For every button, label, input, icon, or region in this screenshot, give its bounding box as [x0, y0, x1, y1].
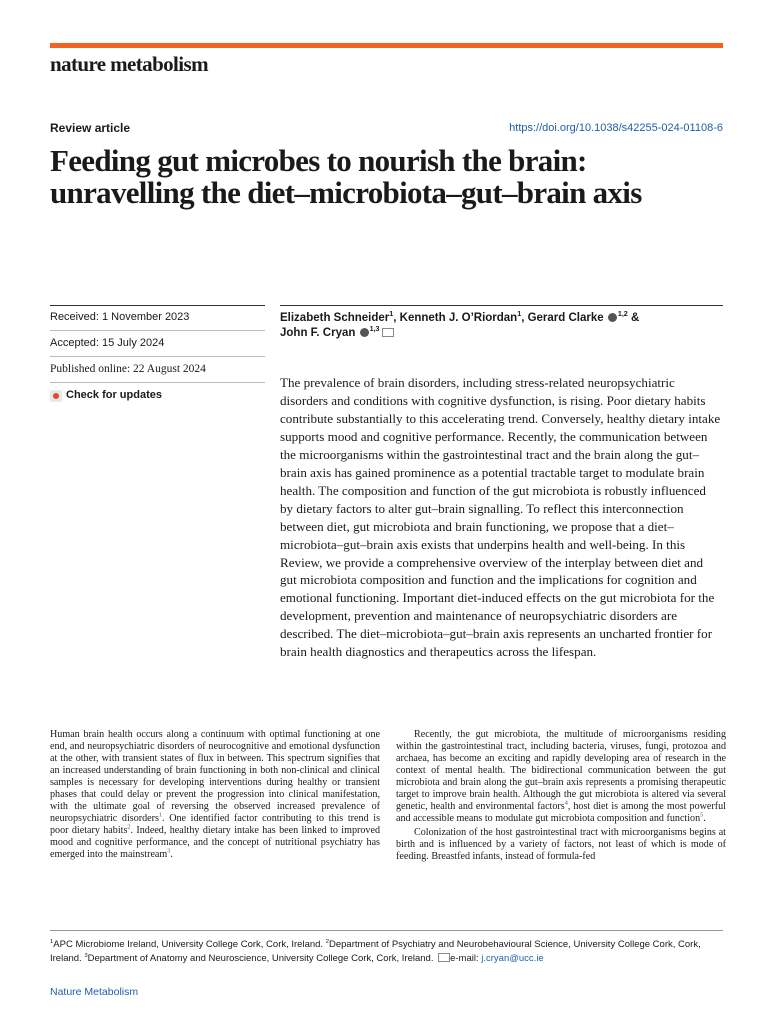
mail-icon: [438, 953, 450, 962]
body-column-right: [396, 729, 726, 863]
author-separator: &: [627, 312, 640, 324]
mail-icon[interactable]: [382, 328, 394, 337]
author-separator: ,: [521, 312, 528, 324]
header-accent-bar: [50, 43, 723, 48]
body-paragraph: Human brain health occurs along a continuum with optimal functioning at one end, and neuropsychiatric disorders of neurocognitive and emotional dysfunction at the other, with transient states of flux in between. This spectrum signifies that an increased understanding of brain functioning in both non-clinical and clinical samples is necessary for developing interventions during healthy or transient phases that could delay or prevent the progression into clinical manifestation, with the ultimate goal of reversing the observed increased prevalence of neuropsychiatric disorders$^1$. One identified factor contributing to this trend is poor dietary habits$^2$. Indeed, healthy dietary intake has been linked to improved mood and cognitive performance, and the concept of nutritional psychiatry has emerged into the mainstream$^3$.: [50, 729, 380, 860]
author-name[interactable]: John F. Cryan: [280, 327, 356, 339]
body-column-left: [50, 729, 380, 861]
citation-link[interactable]: 1: [158, 811, 163, 819]
check-updates-label: Check for updates: [66, 389, 162, 401]
dates-panel: [50, 305, 265, 408]
accepted-date: Accepted: 15 July 2024: [50, 331, 265, 357]
footer-journal-name[interactable]: Nature Metabolism: [50, 986, 139, 998]
author-list: [280, 311, 720, 341]
check-updates-button[interactable]: [50, 383, 265, 408]
orcid-icon[interactable]: [608, 313, 617, 322]
article-type: Review article: [50, 121, 131, 135]
author-name[interactable]: Kenneth J. O’Riordan: [399, 312, 518, 324]
doi-link[interactable]: https://doi.org/10.1038/s42255-024-01108-6: [509, 122, 723, 134]
authors-top-rule: [280, 305, 723, 306]
footnote-rule: [50, 930, 723, 931]
citation-link[interactable]: 2: [127, 823, 131, 831]
author-affil-sup: 1,2: [617, 310, 628, 319]
author-name[interactable]: Gerard Clarke: [527, 312, 604, 324]
citation-link[interactable]: 3: [167, 847, 171, 855]
body-paragraph: Recently, the gut microbiota, the multitude of microorganisms residing within the gastrointestinal tract, including bacteria, viruses, fungi, protozoa and archaea, has become an exciting and rapidly developing area of research in the context of mental health. The bidirectional communication between the gut microbiota and brain along the gut–brain axis represents a promising therapeutic target to improve brain health. Although the gut microbiota is altered via several genetic, health and environmental factors$^4$, host diet is among the most powerful and accessible means to modulate gut microbiota composition and function$^5$.: [396, 729, 726, 824]
author-affil-sup: 1,3: [369, 325, 380, 334]
affiliations: $^1$APC Microbiome Ireland, University College Cork, Cork, Ireland. $^2$Department of Psychiatry and Neurobehavioural Science, University College Cork, Cork, Ireland. $^3$Department of Anatomy and Neuroscience, University College Cork, Cork, Ireland. e-mail: j.cryan@ucc.ie: [50, 938, 701, 964]
orcid-icon[interactable]: [360, 328, 369, 337]
received-date: Received: 1 November 2023: [50, 305, 265, 331]
article-title: Feeding gut microbes to nourish the brain: unravelling the diet–microbiota–gut–brain axis: [50, 143, 642, 210]
author-name[interactable]: Elizabeth Schneider: [280, 312, 390, 324]
author-separator: ,: [393, 312, 400, 324]
published-date: Published online: 22 August 2024: [50, 357, 265, 383]
author-affil-sup: 1: [389, 310, 394, 319]
author-affil-sup: 1: [517, 310, 522, 319]
email-link[interactable]: j.cryan@ucc.ie: [481, 952, 544, 964]
citation-link[interactable]: 4: [564, 799, 568, 807]
abstract: The prevalence of brain disorders, including stress-related neuropsychiatric disorders and conditions with cognitive dysfunction, is rising. Poor dietary habits contribute substantially to this accelerating trend. Conversely, healthy dietary intake supports mood and cognitive performance. Recently, the communication between the microorganisms within the gastrointestinal tract and the brain along the gut–brain axis has gained prominence as a potential tractable target to modulate brain health. The composition and function of the gut microbiota is robustly influenced by dietary factors to alter gut–brain signalling. To reflect this interconnection between diet, gut microbiota and brain functioning, we propose that a diet–microbiota–gut–brain axis exists that underpins health and well-being. In this Review, we provide a comprehensive overview of the interplay between diet and gut microbiota composition and function and the implications for cognition and emotional functioning. Important diet-induced effects on the gut microbiota for the development, prevention and maintenance of neuropsychiatric disorders are described. The diet–microbiota–gut–brain axis represents an uncharted frontier for brain health diagnostics and therapeutics across the lifespan.: [280, 375, 721, 660]
journal-name: nature metabolism: [50, 52, 208, 76]
citation-link[interactable]: 5: [700, 811, 704, 819]
body-paragraph: Colonization of the host gastrointestinal tract with microorganisms begins at birth and is influenced by a variety of factors, not least of which is mode of feeding. Breastfed infants, instead of formula-fed: [396, 827, 726, 862]
crossmark-icon: [50, 390, 62, 402]
